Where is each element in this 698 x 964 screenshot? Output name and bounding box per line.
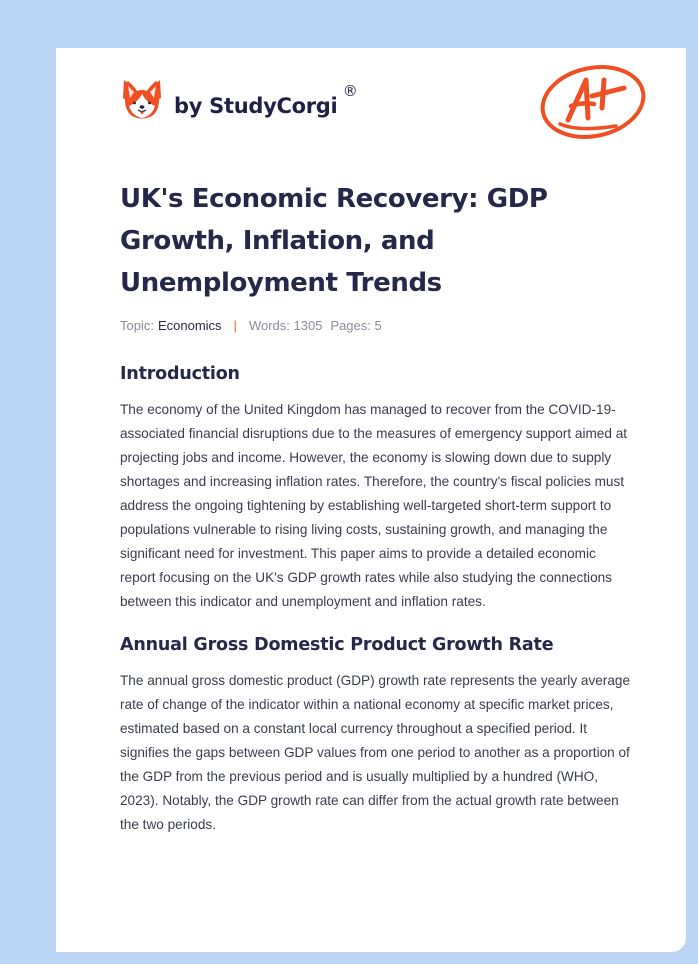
section-heading-introduction: Introduction	[120, 364, 240, 384]
a-plus-grade-icon	[538, 58, 650, 147]
brand-text: by StudyCorgi	[174, 94, 338, 118]
section-paragraph-gdp-growth-rate: The annual gross domestic product (GDP) growth rate represents the yearly average rate of change of the indicator within a national economy at specific market prices, estimated based on a constant local currency throughout a specified period. It signifies the gaps between GDP values from one period to another as a proportion of the GDP from the previous period and is usually multiplied by a hundred (WHO, 2023). Notably, the GDP growth rate can differ from the actual growth rate between the two periods.	[120, 673, 631, 832]
meta-separator: |	[233, 317, 237, 333]
corgi-head-icon	[122, 76, 162, 122]
section-paragraph-introduction: The economy of the United Kingdom has managed to recover from the COVID-19-associated financial disruptions due to the measures of emergency support aimed at projecting jobs and income. However, the economy is slowing down due to supply shortages and increasing inflation rates. Therefore, the country's fiscal policies must address the ongoing tightening by establishing well-targeted short-term support to populations vulnerable to rising living costs, sustaining growth, and managing the significant need for investment. This paper aims to provide a detailed economic report focusing on the UK's GDP growth rates while also studying the connections between this indicator and unemployment and inflation rates.	[120, 402, 628, 609]
studycorgi-logo[interactable]	[122, 76, 358, 122]
topic-label: Topic:	[120, 317, 154, 333]
page-title: UK's Economic Recovery: GDP Growth, Inflation, and Unemployment Trends	[120, 184, 548, 298]
document-meta	[120, 316, 640, 334]
topic-link[interactable]: Economics	[157, 317, 222, 333]
page-count: Pages: 5	[330, 317, 382, 333]
document-card	[56, 48, 686, 952]
brand-name	[174, 82, 358, 118]
registered-mark: ®	[342, 82, 358, 100]
word-count: Words: 1305	[248, 317, 323, 333]
section-heading-gdp-growth-rate: Annual Gross Domestic Product Growth Rate	[120, 635, 554, 655]
document-content	[120, 178, 640, 837]
